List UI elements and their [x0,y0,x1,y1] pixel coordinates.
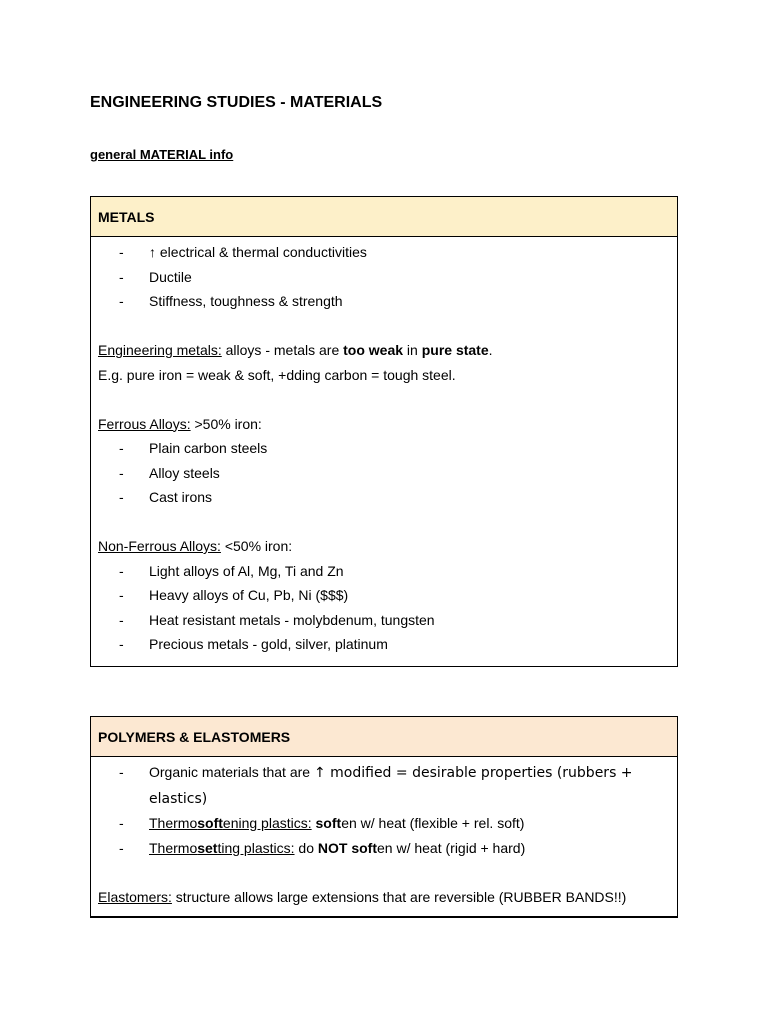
list-item: - Thermosetting plastics: do NOT soften w/ heat (rigid + hard) [119,839,526,856]
polymers-header-label: POLYMERS & ELASTOMERS [98,728,291,745]
list-item: - Ductile [119,268,192,285]
list-item: - Plain carbon steels [119,440,268,456]
polymers-body [91,757,677,909]
metals-body [91,237,677,657]
list-item: - Heat resistant metals - molybdenum, tungsten [119,611,435,628]
elastomers-line: Elastomers: structure allows large extensions that are reversible (RUBBER BANDS!!) [98,888,627,905]
engineering-metals-line: Engineering metals: alloys - metals are too weak in pure state. [98,342,493,358]
metals-header-label: METALS [98,208,155,225]
list-item: - Organic materials that are ↑ modified = desirable properties (rubbers + elastics) [119,764,633,807]
list-item: - Precious metals - gold, silver, platinum [119,636,388,652]
metals-box [90,196,678,667]
polymers-header [91,717,677,757]
list-item: - Thermosoftening plastics: soften w/ heat (flexible + rel. soft) [119,815,525,831]
list-item: - Stiffness, toughness & strength [119,293,343,309]
ferrous-alloys-line: Ferrous Alloys: >50% iron: [98,415,262,432]
list-item: - Cast irons [119,489,213,505]
list-item: - Light alloys of Al, Mg, Ti and Zn [119,562,344,579]
example-line: E.g. pure iron = weak & soft, +dding carbon = tough steel. [98,366,456,383]
non-ferrous-alloys-line: Non-Ferrous Alloys: <50% iron: [98,538,293,554]
list-item: - Heavy alloys of Cu, Pb, Ni ($$$) [119,587,349,603]
list-item: - Alloy steels [119,464,220,481]
metals-header [91,197,677,237]
polymers-box [90,716,678,918]
section-subtitle: general MATERIAL info [90,147,234,162]
document-title: ENGINEERING STUDIES - MATERIALS [90,94,383,111]
list-item: - ↑ electrical & thermal conductivities [119,244,367,260]
